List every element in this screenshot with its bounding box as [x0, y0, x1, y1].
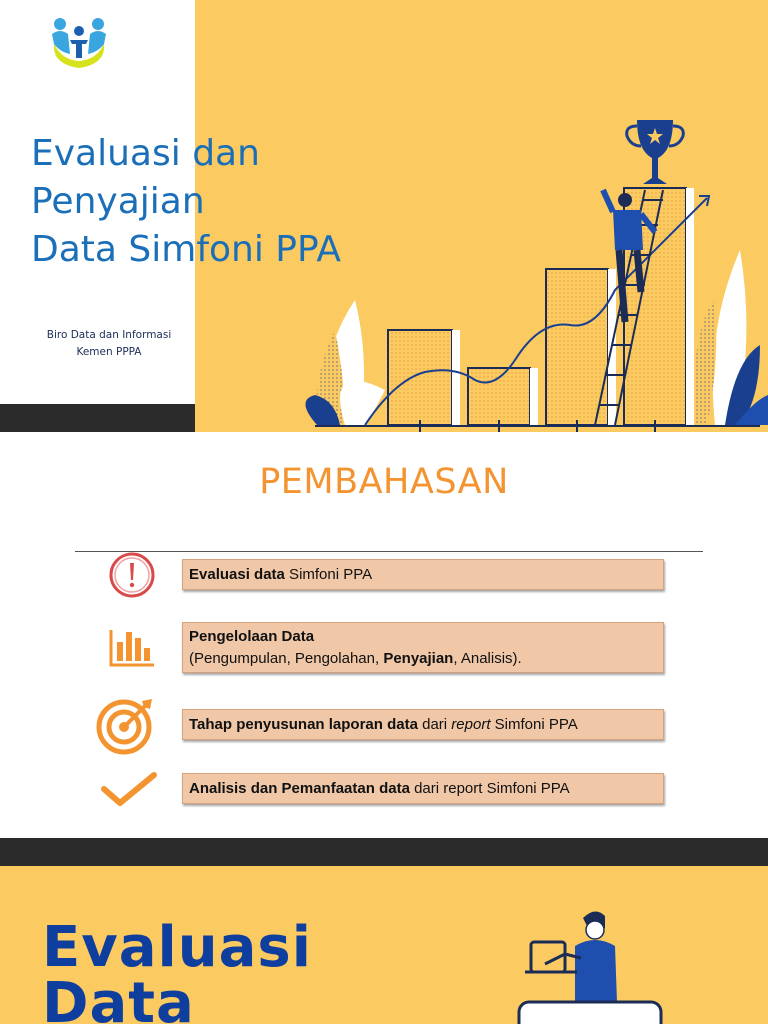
- agenda-divider: [75, 551, 703, 552]
- agenda-item-1-bold: Evaluasi data: [189, 566, 285, 583]
- agenda-item-3-italic: report: [451, 716, 491, 733]
- checkmark-icon: [100, 771, 158, 807]
- section-slide: [0, 866, 768, 1024]
- agenda-item-3-rest: Simfoni PPA: [490, 716, 578, 733]
- agenda-item-2-line2-bold: Penyajian: [383, 650, 454, 667]
- section-title-line-1: Evaluasi: [42, 915, 312, 980]
- agenda-slide: [0, 432, 768, 838]
- presentation-subtitle: [30, 327, 188, 361]
- subtitle-line-2: Kemen PPPA: [76, 346, 142, 358]
- agenda-item-4-bold: Analisis dan Pemanfaatan data: [189, 780, 410, 797]
- subtitle-line-1: Biro Data dan Informasi: [46, 329, 172, 341]
- title-line-1: Evaluasi dan: [31, 133, 260, 174]
- growth-chart-illustration: [195, 0, 768, 432]
- agenda-item-4-rest: dari report Simfoni PPA: [409, 780, 570, 797]
- target-icon: [96, 695, 156, 755]
- agenda-item-2: [182, 622, 664, 673]
- title-line-2: Penyajian: [31, 181, 205, 222]
- exclamation-icon: [108, 551, 156, 599]
- agenda-item-2-line2-a: (Pengumpulan, Pengolahan,: [189, 650, 384, 667]
- agenda-item-3: [182, 709, 664, 740]
- agenda-item-3-mid: dari: [417, 716, 452, 733]
- agenda-item-3-bold: Tahap penyusunan laporan data: [189, 716, 418, 733]
- title-line-3: Data Simfoni PPA: [31, 229, 342, 270]
- agenda-item-2-bold: Pengelolaan Data: [189, 628, 315, 645]
- title-slide-dark-bar: [0, 404, 195, 432]
- person-laptop-illustration: [505, 906, 685, 1024]
- slide-separator-bar: [0, 838, 768, 866]
- kemenpppa-logo-icon: [46, 14, 112, 72]
- agenda-title: PEMBAHASAN: [259, 462, 509, 502]
- section-title-line-2: Data: [42, 971, 195, 1024]
- agenda-item-4: [182, 773, 664, 804]
- bar-chart-icon: [108, 628, 156, 668]
- section-title: [42, 915, 312, 1024]
- agenda-item-2-line2-b: , Analisis).: [453, 650, 522, 667]
- agenda-item-1: [182, 559, 664, 590]
- agenda-item-1-rest: Simfoni PPA: [284, 566, 373, 583]
- title-slide: [0, 0, 768, 432]
